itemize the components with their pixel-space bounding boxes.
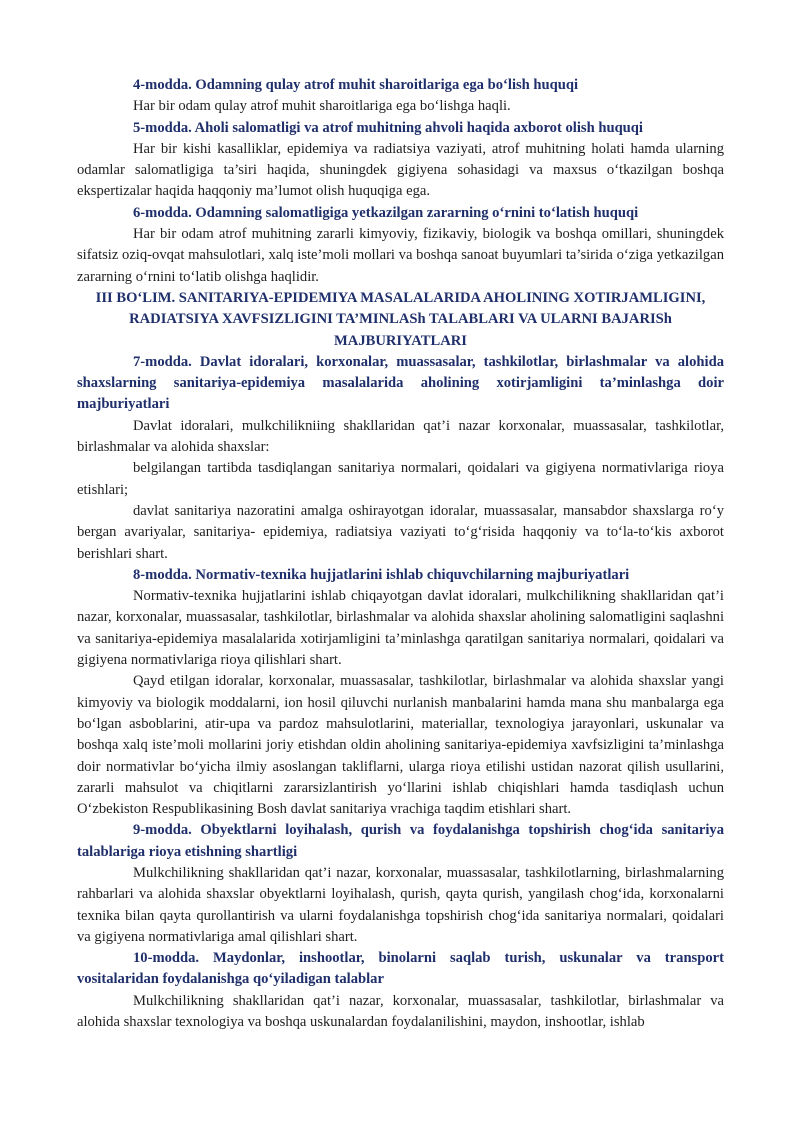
article-5-text: Har bir kishi kasalliklar, epidemiya va radiatsiya vaziyati, atrof muhitning holati hamda ularning odamlar salomatligiga ta’siri haqida, shuningdek gigiyena sohasidagi va maxsus o‘tkazilgan boshqa ekspertizalar haqida haqqoniy ma’lumot olish huquqiga ega. — [77, 140, 724, 200]
article-9-heading: 9-modda. Obyektlarni loyihalash, qurish va foydalanishga topshirish chog‘ida sanitariya talablariga rioya etishning shartligi — [77, 822, 724, 860]
article-7-text-1: Davlat idoralari, mulkchilikniing shakllaridan qat’i nazar korxonalar, muassasalar, tashkilotlar, birlashmalar va alohida shaxslar: — [77, 417, 724, 456]
article-8-heading: 8-modda. Normativ-texnika hujjatlarini ishlab chiquvchilarning majburiyatlari — [133, 566, 630, 583]
article-6-heading: 6-modda. Odamning salomatligiga yetkazilgan zararning o‘rnini to‘latish huquqi — [133, 204, 639, 221]
article-4-heading: 4-modda. Odamning qulay atrof muhit sharoitlariga ega bo‘lish huquqi — [133, 77, 579, 93]
article-10-heading: 10-modda. Maydonlar, inshootlar, binolarni saqlab turish, uskunalar va transport vositalaridan foydalanishga qo‘yiladigan talablar — [77, 950, 724, 988]
article-7-heading: 7-modda. Davlat idoralari, korxonalar, muassasalar, tashkilotlar, birlashmalar va alohida shaxslarning sanitariya-epidemiya masalalarida aholining xotirjamligini ta’minlashga doir majburiyatlari — [77, 353, 724, 413]
article-10-text: Mulkchilikning shakllaridan qat’i nazar, korxonalar, muassasalar, tashkilotlar, birlashmalar va alohida shaxslar texnologiya va boshqa uskunalardan foydalanilishini, maydon, inshootlar, ishlab — [77, 992, 724, 1031]
article-6-text: Har bir odam atrof muhitning zararli kimyoviy, fizikaviy, biologik va boshqa omillari, shuningdek sifatsiz oziq-ovqat mahsulotlari, xalq iste’moli mollari va boshqa sanoat buyumlari ta’sirida o‘ziga yetkazilgan zararning o‘rnini to‘latib olishga haqlidir. — [77, 226, 724, 285]
article-8-text-1: Normativ-texnika hujjatlarini ishlab chiqayotgan davlat idoralari, mulkchilikning shakllaridan qat’i nazar, korxonalar, muassasalar, tashkilotlar, birlashmalar va alohida shaxslar aholining salomatligini saqlashni va sanitariya-epidemiya masalalarida xotirjamligini ta’minlashga qaratilgan sanitariya normalari, qoidalari va gigiyena normativlariga rioya qilishlari shart. — [77, 588, 724, 669]
article-7-text-2: belgilangan tartibda tasdiqlangan sanitariya normalari, qoidalari va gigiyena normativlariga rioya etishlari; — [77, 460, 724, 498]
article-7-text-3: davlat sanitariya nazoratini amalga oshirayotgan idoralar, muassasalar, mansabdor shaxslarga ro‘y bergan avariyalar, sanitariya- epidemiya, radiatsiya vaziyati to‘g‘risida haqqoniy va to‘la-to‘kis axborot berishlari shart. — [77, 502, 724, 562]
article-8-text-2: Qayd etilgan idoralar, korxonalar, muassasalar, tashkilotlar, birlashmalar va alohida shaxslar yangi kimyoviy va biologik moddalarni, ion hosil qiluvchi nurlanish manbalarini hamda mana shu manbalarga ega bo‘lgan asboblarini, atir-upa va pardoz mahsulotlarini, materiallar, texnologiya jarayonlari, uskunalar va boshqa xalq iste’moli mollarini joriy etishdan oldin aholining sanitariya-epidemiya xavfsizligini ta’minlashga doir normativlar bo‘yicha ilmiy asoslangan takliflarni, ularga rioya etilishi ustidan nazorat qilish usullarini, zararli mahsulot va chiqitlarni zararsizlantirish yo‘llarini ishlab chiqishlari hamda tasdiqlash uchun O‘zbekiston Respublikasining Bosh davlat sanitariya vrachiga taqdim etishlari shart. — [77, 673, 724, 818]
article-9-text: Mulkchilikning shakllaridan qat’i nazar, korxonalar, muassasalar, tashkilotlarning, birlashmalarning rahbarlari va alohida shaxslar obyektlarni loyihalash, qurish, qayta qurish, yangilash chog‘ida, korxonalarni texnika bilan qayta qurollantirish va ularni foydalanishga topshirish chog‘ida sanitariya normalari, qoidalari va gigiyena normativlariga amal qilishlari shart. — [77, 864, 724, 945]
article-5-heading: 5-modda. Aholi salomatligi va atrof muhitning ahvoli haqida axborot olish huquqi — [133, 119, 643, 136]
article-4-text: Har bir odam qulay atrof muhit sharoitlariga ega bo‘lishga haqli. — [133, 98, 511, 115]
section-3-title: III BO‘LIM. SANITARIYA-EPIDEMIYA MASALALARIDA AHOLINING XOTIRJAMLIGINI, RADIATSIYA XAVFSIZLIGINI TA’MINLASh TALABLARI VA ULARNI BAJARISh MAJBURIYATLARI — [95, 289, 706, 349]
